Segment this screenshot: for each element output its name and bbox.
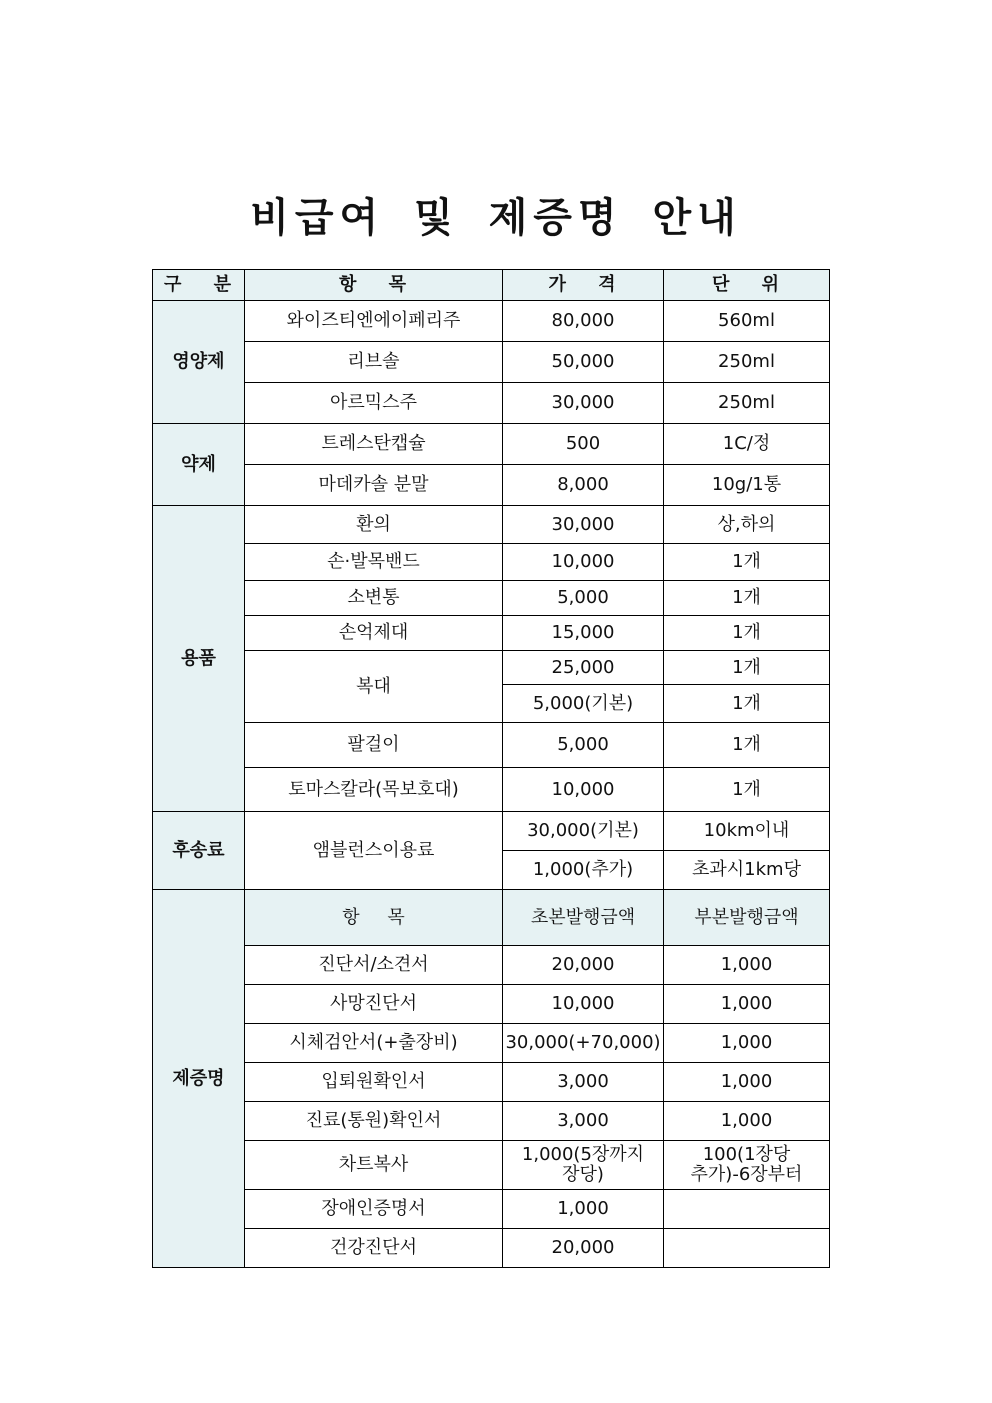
item-name: 차트복사 — [245, 1141, 503, 1190]
original-price-line-2: 장당) — [562, 1164, 604, 1185]
item-name: 입퇴원확인서 — [245, 1063, 503, 1102]
item-unit: 1개 — [664, 581, 830, 616]
subheader-original: 초본발행금액 — [503, 890, 664, 946]
item-price: 25,000 — [503, 651, 664, 685]
item-price: 15,000 — [503, 616, 664, 651]
item-copy-price: 1,000 — [664, 1102, 830, 1141]
page-title: 비급여 및 제증명 안내 — [250, 195, 742, 241]
item-name: 토마스칼라(목보호대) — [245, 768, 503, 812]
item-name: 진료(통원)확인서 — [245, 1102, 503, 1141]
item-name: 아르믹스주 — [245, 383, 503, 424]
item-unit: 250ml — [664, 383, 830, 424]
item-unit: 10km이내 — [664, 812, 830, 851]
item-original-price: 30,000(+70,000) — [503, 1024, 664, 1063]
item-unit: 560ml — [664, 301, 830, 342]
table-row — [153, 506, 830, 544]
original-price-line-1: 1,000(5장까지 — [521, 1144, 645, 1166]
item-name: 진단서/소견서 — [245, 946, 503, 985]
table-row — [153, 1024, 830, 1063]
item-price: 50,000 — [503, 342, 664, 383]
item-price: 80,000 — [503, 301, 664, 342]
table-row — [153, 985, 830, 1024]
subheader-item: 항 목 — [245, 890, 503, 946]
item-name: 시체검안서(+출장비) — [245, 1024, 503, 1063]
item-price: 5,000 — [503, 581, 664, 616]
item-price: 30,000 — [503, 383, 664, 424]
table-row — [153, 424, 830, 465]
item-price: 10,000 — [503, 544, 664, 581]
item-name: 건강진단서 — [245, 1229, 503, 1268]
item-original-price — [503, 1141, 664, 1190]
item-name: 사망진단서 — [245, 985, 503, 1024]
table-header-row — [153, 270, 830, 301]
item-unit: 1C/정 — [664, 424, 830, 465]
item-price: 5,000 — [503, 723, 664, 768]
group-nutrition: 영양제 — [153, 301, 245, 424]
item-name: 손억제대 — [245, 616, 503, 651]
item-original-price: 3,000 — [503, 1063, 664, 1102]
table-row — [153, 812, 830, 851]
table-row — [153, 1063, 830, 1102]
table-row — [153, 1190, 830, 1229]
item-name: 앰블런스이용료 — [245, 812, 503, 890]
item-unit: 10g/1통 — [664, 465, 830, 506]
item-unit: 1개 — [664, 616, 830, 651]
table-row — [153, 1141, 830, 1190]
item-unit: 초과시1km당 — [664, 851, 830, 890]
group-certificates: 제증명 — [153, 890, 245, 1268]
item-name: 마데카솔 분말 — [245, 465, 503, 506]
item-unit: 1개 — [664, 768, 830, 812]
table-row — [153, 465, 830, 506]
table-row — [153, 651, 830, 685]
group-transport: 후송료 — [153, 812, 245, 890]
header-item: 항 목 — [245, 270, 503, 301]
item-name: 손·발목밴드 — [245, 544, 503, 581]
item-price: 5,000(기본) — [503, 685, 664, 723]
table-row — [153, 581, 830, 616]
table-row — [153, 723, 830, 768]
item-unit: 1개 — [664, 723, 830, 768]
item-unit: 1개 — [664, 651, 830, 685]
item-price: 10,000 — [503, 768, 664, 812]
copy-price-line-1: 100(1장당 — [702, 1144, 791, 1166]
item-price: 30,000 — [503, 506, 664, 544]
copy-price-line-2: 추가)-6장부터 — [690, 1164, 803, 1185]
item-copy-price — [664, 1190, 830, 1229]
certificate-subheader-row — [153, 890, 830, 946]
table-row — [153, 946, 830, 985]
table-row — [153, 1229, 830, 1268]
item-name: 트레스탄캡슐 — [245, 424, 503, 465]
item-name: 리브솔 — [245, 342, 503, 383]
item-original-price: 10,000 — [503, 985, 664, 1024]
table-row — [153, 544, 830, 581]
header-unit: 단 위 — [664, 270, 830, 301]
group-supplies: 용품 — [153, 506, 245, 812]
table-row — [153, 616, 830, 651]
fee-table — [152, 269, 830, 1268]
header-category: 구 분 — [153, 270, 245, 301]
item-copy-price: 1,000 — [664, 946, 830, 985]
item-price: 500 — [503, 424, 664, 465]
item-original-price: 1,000 — [503, 1190, 664, 1229]
item-price: 1,000(추가) — [503, 851, 664, 890]
item-price: 8,000 — [503, 465, 664, 506]
table-row — [153, 383, 830, 424]
item-copy-price — [664, 1229, 830, 1268]
item-original-price: 20,000 — [503, 1229, 664, 1268]
item-name: 팔걸이 — [245, 723, 503, 768]
item-copy-price: 1,000 — [664, 1024, 830, 1063]
item-copy-price: 1,000 — [664, 985, 830, 1024]
table-row — [153, 768, 830, 812]
item-name: 복대 — [245, 651, 503, 723]
item-price: 30,000(기본) — [503, 812, 664, 851]
group-medicine: 약제 — [153, 424, 245, 506]
table-row — [153, 1102, 830, 1141]
header-price: 가 격 — [503, 270, 664, 301]
table-row — [153, 301, 830, 342]
item-unit: 1개 — [664, 544, 830, 581]
subheader-copy: 부본발행금액 — [664, 890, 830, 946]
item-name: 장애인증명서 — [245, 1190, 503, 1229]
table-row — [153, 342, 830, 383]
item-name: 와이즈티엔에이페리주 — [245, 301, 503, 342]
item-original-price: 3,000 — [503, 1102, 664, 1141]
item-name: 소변통 — [245, 581, 503, 616]
item-copy-price: 1,000 — [664, 1063, 830, 1102]
item-name: 환의 — [245, 506, 503, 544]
item-unit: 1개 — [664, 685, 830, 723]
item-copy-price — [664, 1141, 830, 1190]
item-unit: 상,하의 — [664, 506, 830, 544]
item-unit: 250ml — [664, 342, 830, 383]
item-original-price: 20,000 — [503, 946, 664, 985]
